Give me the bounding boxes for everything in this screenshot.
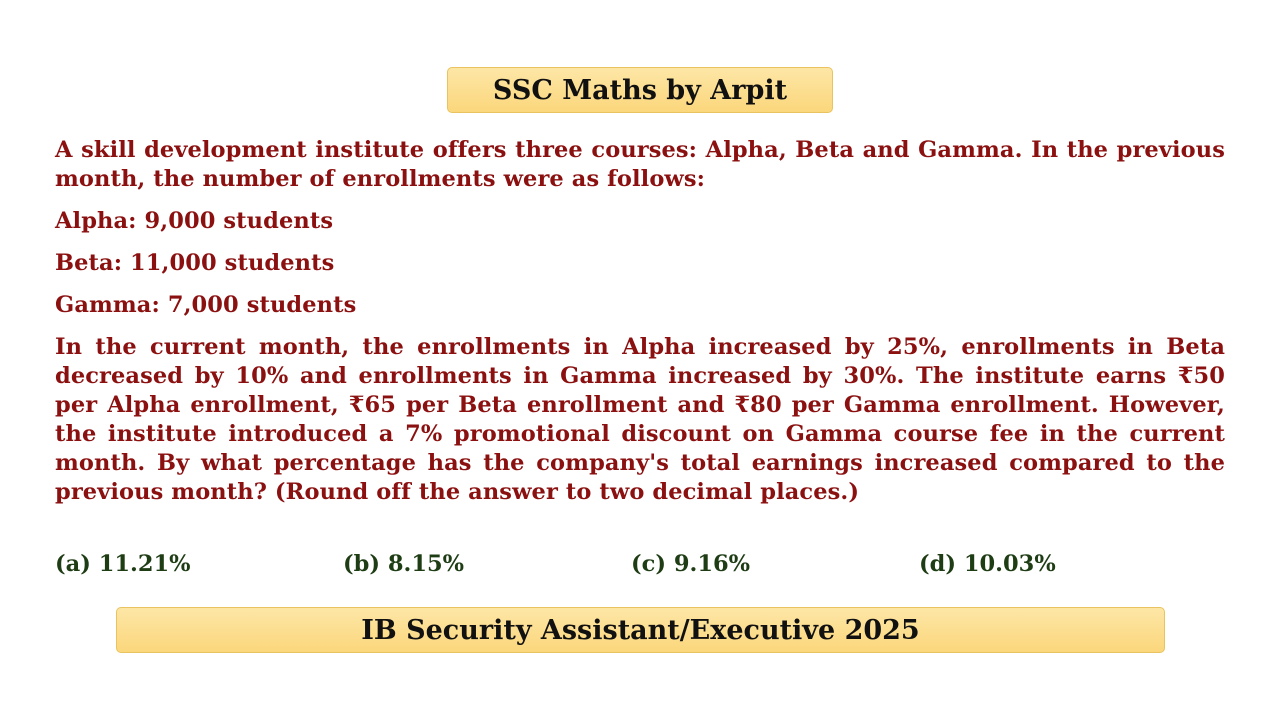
enrollment-beta: Beta: 11,000 students xyxy=(55,250,335,276)
question-block xyxy=(55,136,1225,507)
option-a: (a) 11.21% xyxy=(55,551,191,577)
footer-banner xyxy=(116,607,1165,653)
question-intro: A skill development institute offers three courses: Alpha, Beta and Gamma. In the previous month, the number of enrollments were as follows: xyxy=(55,137,1225,192)
option-c: (c) 9.16% xyxy=(631,551,751,577)
question-body: In the current month, the enrollments in Alpha increased by 25%, enrollments in Beta decreased by 10% and enrollments in Gamma increased by 30%. The institute earns ₹50 per Alpha enrollment, ₹65 per Beta enrollment and ₹80 per Gamma enrollment. However, the institute introduced a 7% promotional discount on Gamma course fee in the current month. By what percentage has the company's total earnings increased compared to the previous month? (Round off the answer to two decimal places.) xyxy=(55,334,1225,505)
header-title: SSC Maths by Arpit xyxy=(492,75,788,106)
answer-options xyxy=(55,548,1225,580)
header-banner xyxy=(447,67,833,113)
footer-title: IB Security Assistant/Executive 2025 xyxy=(361,615,920,646)
option-d: (d) 10.03% xyxy=(919,551,1056,577)
enrollment-alpha: Alpha: 9,000 students xyxy=(55,208,334,234)
enrollment-gamma: Gamma: 7,000 students xyxy=(55,292,357,318)
option-b: (b) 8.15% xyxy=(343,551,465,577)
